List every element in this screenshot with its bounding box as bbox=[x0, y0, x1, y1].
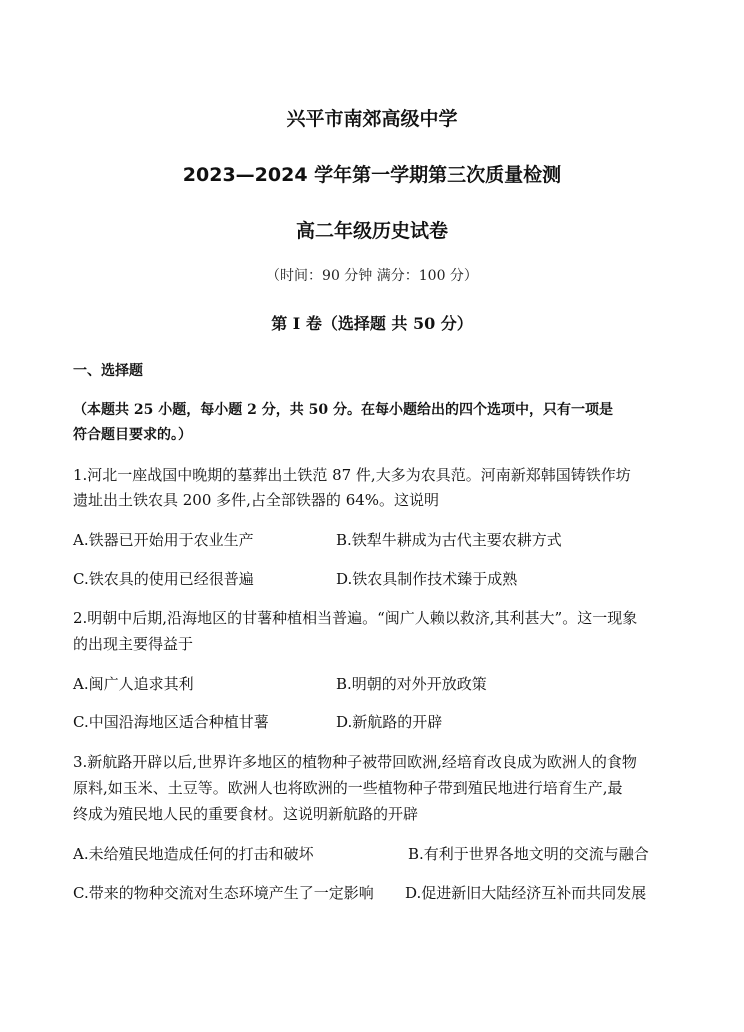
time-and-score-note: （时间：90 分钟 满分：100 分） bbox=[266, 268, 478, 284]
section-title: 一、选择题 bbox=[73, 363, 143, 379]
question-3-option-d: D.促进新旧大陆经济互补而共同发展 bbox=[405, 884, 647, 902]
question-3-option-c: C.带来的物种交流对生态环境产生了一定影响 bbox=[73, 884, 374, 902]
question-1-line-1: 1.河北一座战国中晚期的墓葬出土铁范 87 件,大多为农具范。河南新郑韩国铸铁作坊 bbox=[73, 466, 631, 484]
question-2-option-a: A.闽广人追求其利 bbox=[73, 675, 194, 693]
question-2-option-c: C.中国沿海地区适合种植甘薯 bbox=[73, 713, 269, 731]
question-3-option-b: B.有利于世界各地文明的交流与融合 bbox=[408, 845, 649, 863]
question-2-line-2: 的出现主要得益于 bbox=[73, 635, 194, 653]
question-3-line-1: 3.新航路开辟以后,世界许多地区的植物种子被带回欧洲,经培育改良成为欧洲人的食物 bbox=[73, 753, 637, 771]
question-2-option-d: D.新航路的开辟 bbox=[336, 713, 443, 731]
question-3-option-a: A.未给殖民地造成任何的打击和破坏 bbox=[73, 845, 314, 863]
school-name: 兴平市南郊高级中学 bbox=[286, 108, 458, 130]
question-1-option-a: A.铁器已开始用于农业生产 bbox=[73, 531, 254, 549]
question-1-option-d: D.铁农具制作技术臻于成熟 bbox=[336, 570, 518, 588]
question-1-option-b: B.铁犁牛耕成为古代主要农耕方式 bbox=[336, 531, 562, 549]
question-1-line-2: 遗址出土铁农具 200 多件,占全部铁器的 64%。这说明 bbox=[73, 491, 440, 509]
volume-title: 第 I 卷（选择题 共 50 分） bbox=[271, 314, 473, 333]
question-1-option-c: C.铁农具的使用已经很普遍 bbox=[73, 570, 254, 588]
question-2-line-1: 2.明朝中后期,沿海地区的甘薯种植相当普遍。“闽广人赖以救济,其利甚大”。这一现象 bbox=[73, 609, 638, 627]
instructions-line-1: （本题共 25 小题，每小题 2 分，共 50 分。在每小题给出的四个选项中，只有一项是 bbox=[73, 402, 613, 418]
question-3-line-2: 原料,如玉米、土豆等。欧洲人也将欧洲的一些植物种子带到殖民地进行培育生产,最 bbox=[73, 779, 623, 797]
exam-subject-title: 高二年级历史试卷 bbox=[295, 220, 448, 242]
exam-term-title: 2023—2024 学年第一学期第三次质量检测 bbox=[182, 164, 562, 186]
instructions-line-2: 符合题目要求的。） bbox=[73, 427, 192, 443]
question-2-option-b: B.明朝的对外开放政策 bbox=[336, 675, 487, 693]
question-3-line-3: 终成为殖民地人民的重要食材。这说明新航路的开辟 bbox=[73, 805, 419, 823]
